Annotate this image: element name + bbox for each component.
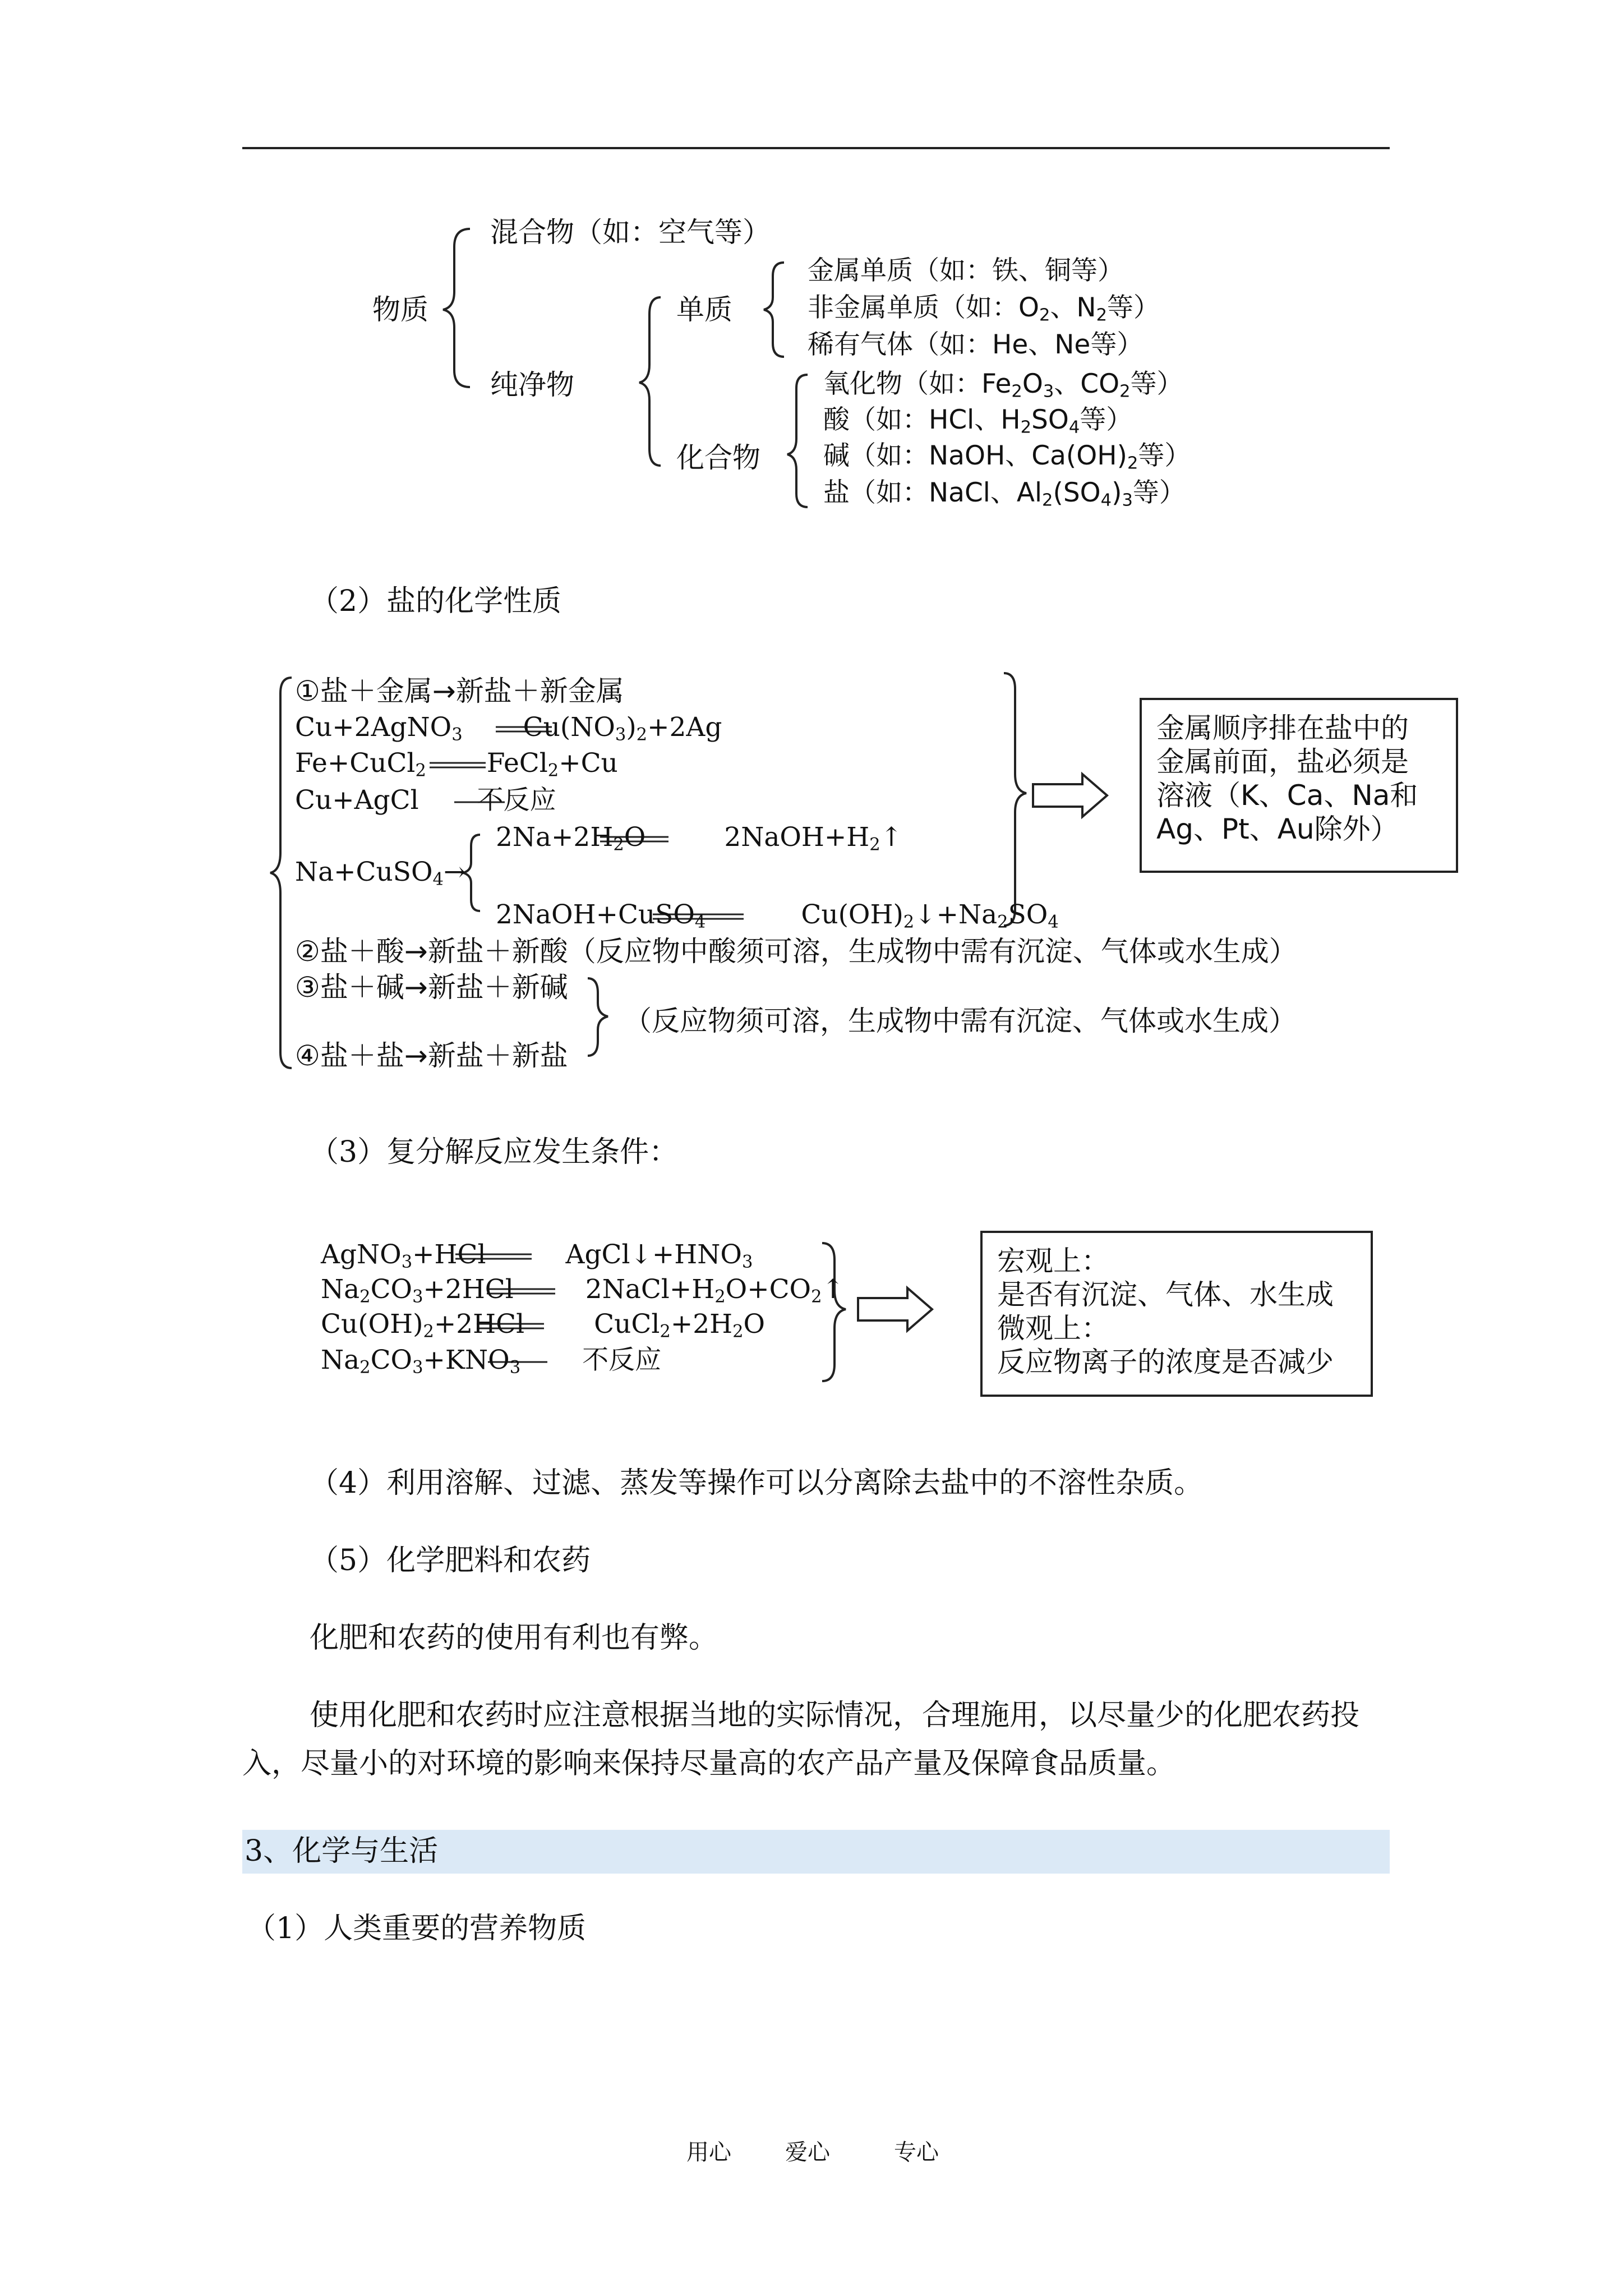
paragraph-7-line2: 入，尽量小的对环境的影响来保持尽量高的农产品产量及保障食品质量。 (242, 1747, 1176, 1780)
section3-heading: （3）复分解反应发生条件： (310, 1135, 679, 1169)
rule34-note: （反应物须可溶，生成物中需有沉淀、气体或水生成） (624, 1005, 1297, 1037)
condition-note-box (980, 1231, 1373, 1397)
paragraph-8: （1）人类重要的营养物质 (247, 1912, 587, 1945)
brace-element (764, 263, 784, 357)
equation-agno3-hcl: AgNO$_3$+HCl $AgCl↓+HNO_3$ (321, 1239, 753, 1272)
note-line: 是否有沉淀、气体、水生成 (997, 1278, 1334, 1311)
equation-fe-cucl2: Fe+CuCl$_2$ FeCl$_2$+Cu (295, 748, 618, 781)
metal-activity-note-box (1140, 698, 1458, 873)
note-line: 宏观上： (997, 1245, 1109, 1277)
equation-cu-agcl: Cu+AgCl 不反应 (295, 785, 556, 816)
note-line: Ag、Pt、Au除外） (1156, 813, 1399, 845)
brace-double-decomp (822, 1243, 846, 1381)
paragraph-6: 化肥和农药的使用有利也有弊。 (310, 1621, 718, 1655)
rule1: ①盐＋金属→新盐＋新金属 (295, 675, 624, 707)
paragraph-4: （4）利用溶解、过滤、蒸发等操作可以分离除去盐中的不溶性杂质。 (310, 1466, 1204, 1500)
arrow-double-decomp (858, 1288, 932, 1331)
note-line: 反应物离子的浓度是否减少 (997, 1346, 1334, 1378)
equation-cuoh2-hcl: $Cu(OH)_2+2HCl$ $CuCl_2+2H_2O$ (321, 1309, 766, 1342)
note-line: 溶液（K、Ca、Na和 (1156, 779, 1418, 812)
salt: 盐（如：NaCl、$Al_2(SO_4)_3$等） (823, 477, 1186, 510)
rule2: ②盐＋酸→新盐＋新酸（反应物中酸须可溶，生成物中需有沉淀、气体或水生成） (295, 935, 1297, 968)
brace-salt-right (1004, 673, 1026, 926)
pure-substance-label: 纯净物 (490, 369, 574, 401)
oxide: 氧化物（如：$Fe_2O_3$、$CO_2$等） (823, 369, 1183, 402)
element-label: 单质 (676, 293, 732, 326)
footer-3: 专心 (894, 2139, 939, 2165)
footer-1: 用心 (686, 2139, 731, 2165)
brace-r34 (588, 978, 608, 1056)
note-line: 微观上： (997, 1312, 1109, 1345)
metal-element: 金属单质（如：铁、铜等） (808, 255, 1124, 286)
equation-naoh-cuso4: 2NaOH+CuSO$_4$ $Cu(OH)_2↓+Na_2SO_4$ (496, 899, 1059, 932)
brace-na (463, 835, 480, 911)
rule4: ④盐＋盐→新盐＋新盐 (295, 1039, 568, 1072)
brace-matter (443, 229, 470, 387)
base: 碱（如：NaOH、$Ca(OH)_2$等） (823, 440, 1191, 473)
paragraph-7-line1: 使用化肥和农药时应注意根据当地的实际情况，合理施用，以尽量少的化肥农药投 (310, 1699, 1360, 1732)
note-line: 金属前面，盐必须是 (1156, 746, 1409, 778)
section2-heading: （2）盐的化学性质 (310, 585, 562, 618)
equation-na2co3-hcl: $Na_2CO_3+2HCl$ $2NaCl+H_2O+CO_2↑$ (321, 1274, 844, 1307)
na-cuso4: Na+CuSO$_4$→ (295, 857, 466, 890)
equation-cu-agno3: Cu+2AgNO$_3$ $Cu(NO_3)_2+2Ag$ (295, 712, 722, 745)
brace-pure (639, 297, 661, 466)
matter-label: 物质 (372, 293, 428, 326)
mixture-label: 混合物（如：空气等） (490, 216, 771, 249)
nonmetal-element: 非金属单质（如：$O_2$、$N_2$等） (808, 292, 1160, 325)
acid: 酸（如：HCl、$H_2SO_4$等） (823, 404, 1133, 438)
paragraph-5: （5）化学肥料和农药 (310, 1544, 591, 1577)
arrow-salt (1033, 774, 1107, 817)
brace-salt-left (270, 678, 292, 1068)
section-title: 3、化学与生活 (245, 1834, 439, 1868)
equation-na2co3-kno3: $Na_2CO_3+KNO_3$ 不反应 (321, 1345, 662, 1378)
note-line: 金属顺序排在盐中的 (1156, 712, 1409, 744)
noble-gas: 稀有气体（如：He、Ne等） (808, 329, 1144, 360)
brace-compound (787, 375, 808, 507)
rule3: ③盐＋碱→新盐＋新碱 (295, 971, 568, 1004)
equation-na-water: $2Na+2H_2O$ $2NaOH+H_2↑$ (496, 822, 903, 855)
footer-2: 爱心 (785, 2139, 830, 2165)
compound-label: 化合物 (676, 441, 760, 474)
